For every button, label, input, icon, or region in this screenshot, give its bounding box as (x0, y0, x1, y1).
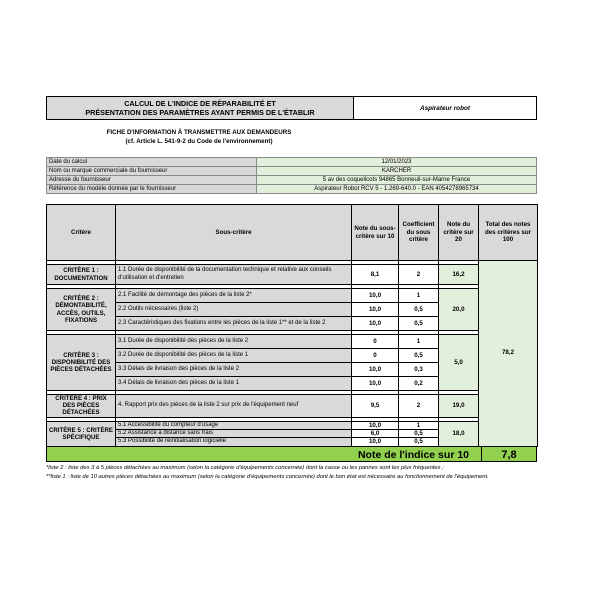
sub-criterion-label: 4. Rapport prix des pièces de la liste 2 sur prix de l'équipement neuf (116, 395, 352, 418)
total-score: 78,2 (479, 261, 538, 447)
col-header-critere: Critère (47, 205, 116, 261)
info-value: KARCHER (257, 167, 537, 176)
final-score-band (46, 446, 537, 462)
sub-criterion-coef: 1 (399, 421, 439, 429)
document-title (47, 97, 354, 119)
sub-criterion-label: 3.3 Délais de livraison des pièces de la liste 2 (116, 363, 352, 377)
title-line-2: PRÉSENTATION DES PARAMÈTRES AYANT PERMIS DE L'ÉTABLIR (85, 108, 315, 117)
table-row (47, 265, 538, 285)
sub-criterion-note: 6,0 (352, 430, 399, 438)
table-header-row (47, 205, 538, 261)
criterion-name: CRITÈRE 5 : CRITÈRE SPÉCIFIQUE (47, 421, 116, 446)
fiche-heading (46, 128, 352, 146)
info-row-reference (47, 185, 537, 194)
sub-criterion-label: 5.1 Accessibilité du compteur d'usage (116, 421, 352, 429)
criterion-name: CRITÈRE 1 : DOCUMENTATION (47, 265, 116, 285)
sub-criterion-coef: 0,5 (399, 430, 439, 438)
fiche-line-2: (cf. Article L. 541-9-2 du Code de l'environnement) (125, 138, 273, 145)
criterion-name: CRITÈRE 2 : DÉMONTABILITÉ, ACCÈS, OUTILS, FIXATIONS (47, 289, 116, 331)
sub-criterion-note: 10,0 (352, 317, 399, 331)
sub-criterion-note: 9,5 (352, 395, 399, 418)
info-label: Date du calcul (47, 158, 257, 167)
sub-criterion-label: 2.2 Outils nécessaires (liste 2) (116, 303, 352, 317)
info-value: 5 av des coquelicots 94865 Bonneuil-sur-Marne France (257, 176, 537, 185)
col-header-sous-critere: Sous-critère (116, 205, 352, 261)
sub-criterion-coef: 0,5 (399, 438, 439, 446)
sub-criterion-note: 8,1 (352, 265, 399, 285)
sub-criterion-note: 10,0 (352, 421, 399, 429)
table-row (47, 335, 538, 349)
footnote-liste-1: **liste 1 : liste de 10 autres pièces détachées au maximum (selon la catégorie d'équipements concernée) dont le bon état est nécessaire au fonctionnement de l'équipement. (46, 474, 489, 480)
sub-criterion-coef: 0,3 (399, 363, 439, 377)
sub-criterion-label: 3.4 Délais de livraison des pièces de la liste 1 (116, 377, 352, 391)
info-value: 12/01/2023 (257, 158, 537, 167)
sub-criterion-coef: 0,2 (399, 377, 439, 391)
sub-criterion-note: 10,0 (352, 303, 399, 317)
footnote-liste-2: *liste 2 : liste des 3 à 5 pièces détachées au maximum (selon la catégorie d'équipements concernée) dont la casse ou les pannes sont les plus fréquentes ; (46, 465, 444, 471)
header-box (46, 96, 537, 120)
sub-criterion-note: 10,0 (352, 363, 399, 377)
info-value: Aspirateur Robot RCV 5 - 1.269-640.0 - EAN 4054278965734 (257, 185, 537, 194)
supplier-info-table (46, 157, 537, 194)
sub-criterion-label: 2.3 Caractéristiques des fixations entre les pièces de la liste 1** et de la liste 2 (116, 317, 352, 331)
criterion-note: 16,2 (439, 265, 479, 285)
table-row (47, 289, 538, 303)
sub-criterion-note: 10,0 (352, 438, 399, 446)
sub-criterion-label: 3.1 Durée de disponibilité des pièces de la liste 2 (116, 335, 352, 349)
col-header-note20: Note du critère sur 20 (439, 205, 479, 261)
sub-criterion-label: 2.1 Facilité de démontage des pièces de la liste 2* (116, 289, 352, 303)
info-label: Adresse du fournisseur (47, 176, 257, 185)
info-row-brand (47, 167, 537, 176)
col-header-total: Total des notes des critères sur 100 (479, 205, 538, 261)
info-label: Référence du modèle donnée par le fournisseur (47, 185, 257, 194)
table-row (47, 395, 538, 418)
sub-criterion-label: 5.2 Assistance à distance sans frais (116, 430, 352, 438)
sub-criterion-note: 0 (352, 349, 399, 363)
fiche-line-1: FICHE D'INFORMATION À TRANSMETTRE AUX DEMANDEURS (106, 129, 292, 136)
sub-criterion-coef: 0,5 (399, 317, 439, 331)
product-category: Aspirateur robot (419, 104, 471, 112)
sub-criterion-coef: 0,5 (399, 303, 439, 317)
info-label: Nom ou marque commerciale du fournisseur (47, 167, 257, 176)
sub-criterion-note: 0 (352, 335, 399, 349)
sub-criterion-label: 3.2 Durée de disponibilité des pièces de la liste 1 (116, 349, 352, 363)
sub-criterion-label: 5.3 Possibilité de réinitialisation logicielle (116, 438, 352, 446)
final-score-value: 7,8 (481, 447, 536, 461)
sub-criterion-coef: 2 (399, 265, 439, 285)
title-line-1: CALCUL DE L'INDICE DE RÉPARABILITÉ ET (124, 99, 276, 108)
sub-criterion-coef: 1 (399, 289, 439, 303)
criterion-name: CRITÈRE 3 : DISPONIBILITÉ DES PIÈCES DÉTACHÉES (47, 335, 116, 391)
sub-criterion-label: 1.1 Durée de disponibilité de la documentation technique et relative aux conseils d'utilisation et d'entretien (116, 265, 352, 285)
repairability-score-table (46, 204, 538, 447)
sub-criterion-note: 10,0 (352, 289, 399, 303)
info-row-address (47, 176, 537, 185)
criterion-note: 5,0 (439, 335, 479, 391)
sub-criterion-coef: 1 (399, 335, 439, 349)
final-score-label: Note de l'indice sur 10 (357, 449, 469, 461)
col-header-note10: Note du sous-critère sur 10 (352, 205, 399, 261)
table-row (47, 421, 538, 429)
sub-criterion-note: 10,0 (352, 377, 399, 391)
sub-criterion-coef: 2 (399, 395, 439, 418)
criterion-note: 19,0 (439, 395, 479, 418)
criterion-note: 18,0 (439, 421, 479, 446)
col-header-coef: Coefficient du sous critère (399, 205, 439, 261)
info-row-date (47, 158, 537, 167)
criterion-note: 20,0 (439, 289, 479, 331)
criterion-name: CRITÈRE 4 : PRIX DES PIÈCES DÉTACHÉES (47, 395, 116, 418)
sub-criterion-coef: 0,5 (399, 349, 439, 363)
